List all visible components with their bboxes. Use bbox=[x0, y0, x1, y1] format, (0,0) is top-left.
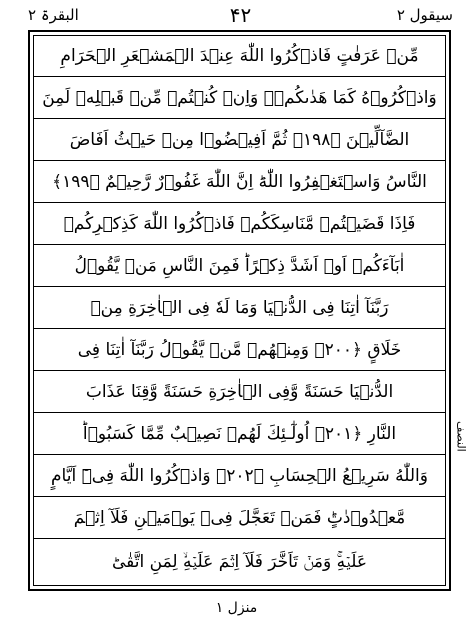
text-line: الدُّنۡيَا حَسَنَةً وَّفِى الۡاٰخِرَةِ حَسَنَةً وَّقِنَا عَذَابَ bbox=[34, 372, 445, 413]
text-line: النَّارِ ﴿۲۰۱﴾ اُولٰٓـئِكَ لَهُمۡ نَصِيۡبٌ مِّمَّا كَسَبُوۡا‌ؕ bbox=[34, 414, 445, 455]
verse-lines bbox=[33, 35, 446, 586]
text-line: فَاِذَا قَضَيۡتُمۡ مَّنَاسِكَكُمۡ فَاذۡكُرُوا اللّٰهَ كَذِكۡرِكُمۡ bbox=[34, 204, 445, 245]
page-footer bbox=[0, 596, 473, 620]
text-frame bbox=[28, 30, 451, 591]
text-line: مَّعۡدُوۡدٰتٍ‌ؕ فَمَنۡ تَعَجَّلَ فِىۡ يَوۡمَيۡنِ فَلَآ اِثۡمَ bbox=[34, 498, 445, 539]
margin-note: النصف bbox=[454, 420, 468, 452]
text-line: رَبَّنَآ اٰتِنَا فِى الدُّنۡيَا وَمَا لَهٗ فِى الۡاٰخِرَةِ مِنۡ bbox=[34, 288, 445, 329]
surah-name: البقرۃ ۲ bbox=[28, 6, 79, 24]
text-line: وَاللّٰهُ سَرِيۡعُ الۡحِسَابِ ﴿۲۰۲﴾ وَاذۡكُرُوا اللّٰهَ فِىۡٓ اَيَّامٍ bbox=[34, 456, 445, 497]
page-header bbox=[28, 4, 453, 26]
para-name: سیقول ۲ bbox=[396, 6, 453, 24]
text-line: الضَّآلِّيۡنَ ﴿۱۹۸﴾ ثُمَّ اَفِيۡضُوۡا مِنۡ حَيۡثُ اَفَاضَ bbox=[34, 120, 445, 161]
text-line: اٰبَآءَكُمۡ اَوۡ اَشَدَّ ذِكۡرًا‌ؕ فَمِنَ النَّاسِ مَنۡ يَّقُوۡلُ bbox=[34, 246, 445, 287]
text-line: عَلَيۡهِ‌ۚ وَمَنۡ تَاَخَّرَ فَلَآ اِثۡمَ عَلَيۡهِ‌ۙ لِمَنِ اتَّقٰى‌ؕ bbox=[112, 552, 367, 572]
text-line: مِّنۡ عَرَفٰتٍ فَاذۡكُرُوا اللّٰهَ عِنۡدَ الۡمَشۡعَرِ الۡحَرَامِ bbox=[34, 36, 445, 77]
text-line: خَلَاقٍ ﴿۲۰۰﴾ وَمِنۡهُمۡ مَّنۡ يَّقُوۡلُ رَبَّنَآ اٰتِنَا فِى bbox=[34, 330, 445, 371]
page-number: ۴۲ bbox=[229, 3, 252, 27]
text-line: النَّاسُ وَاسۡتَغۡفِرُوا اللّٰهَ‌ؕ اِنَّ اللّٰهَ غَفُوۡرٌ رَّحِيۡمٌ ﴿۱۹۹﴾ bbox=[34, 162, 445, 203]
text-line: وَاذۡكُرُوۡهُ كَمَا هَدٰٮكُمۡ‌ۚ وَاِنۡ كُنۡتُمۡ مِّنۡ قَبۡلِهٖ لَمِنَ bbox=[34, 78, 445, 119]
manzil-label: منزل ۱ bbox=[215, 600, 258, 616]
